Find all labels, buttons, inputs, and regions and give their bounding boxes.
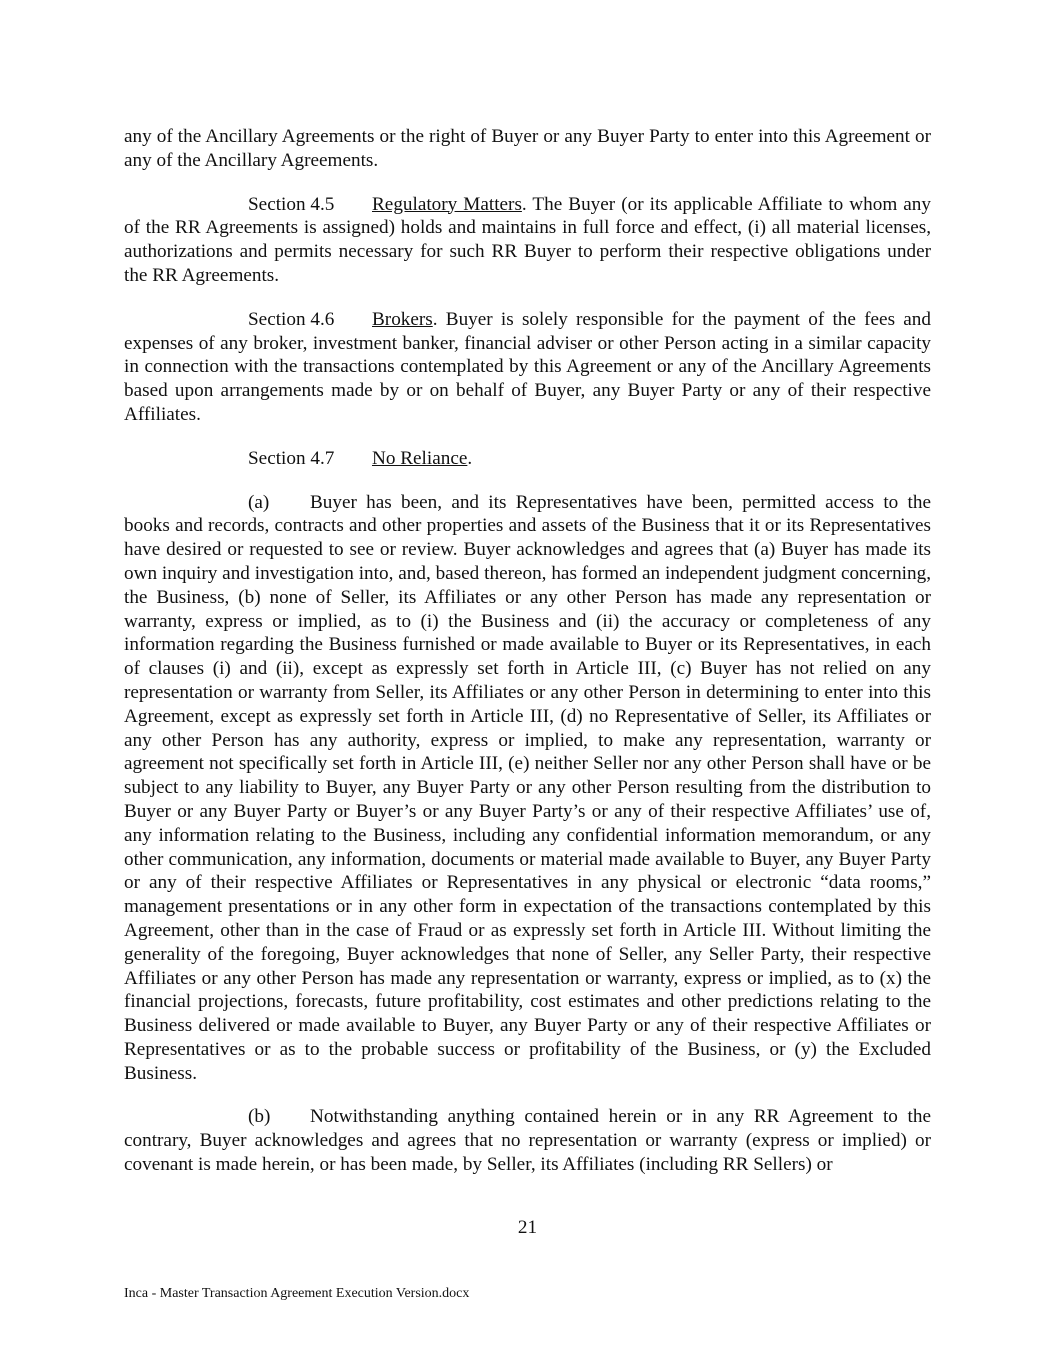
- section-4-6: [124, 308, 931, 427]
- section-body: . The Buyer (or its applicable Affiliate to whom any of the RR Agreements is assigned) holds and maintains in full force and effect, (i) all material licenses, authorizations and permits necessary for such RR Buyer to perform their respective obligations under the RR Agreements.: [124, 193, 931, 286]
- page-number: 21: [517, 1217, 538, 1238]
- clause-label: (b): [248, 1106, 271, 1128]
- clause-label: (a): [248, 491, 270, 513]
- clause-text: Buyer has been, and its Representatives have been, permitted access to the books and records, contracts and other properties and assets of the Business that it or its Representatives have desired or requested to see or review. Buyer acknowledges and agrees that (a) Buyer has made its own inquiry and investigation into, and, based thereon, has formed an independent judgment concerning, the Business, (b) none of Seller, its Affiliates or any other Person has made any representation or warranty, express or implied, as to (i) the Business and (ii) the accuracy or completeness of any information regarding the Business furnished or made available to Buyer or its Representatives, in each of clauses (i) and (ii), except as expressly set forth in Article III, (c) Buyer has not relied on any representation or warranty from Seller, its Affiliates or any other Person in determining to enter into this Agreement, except as expressly set forth in Article III, (d) no Representative of Seller, its Affiliates or any other Person has any authority, express or implied, to make any representation, warranty or agreement not specifically set forth in Article III, (e) neither Seller nor any other Person shall have or be subject to any liability to Buyer, any Buyer Party or any other Person resulting from the distribution to Buyer or any Buyer Party or Buyer’s or any Buyer Party’s or any of their respective Affiliates’ use of, any information relating to the Business, including any confidential information memorandum, or any other communication, any information, documents or material made available to Buyer, any Buyer Party or any of their respective Affiliates or Representatives in any physical or electronic “data rooms,” management presentations or in any other form in expectation of the transactions contemplated by this Agreement, other than in the case of Fraud or as expressly set forth in Article III. Without limiting the generality of the foregoing, Buyer acknowledges that none of Seller, any Seller Party, their respective Affiliates or any other Person has made any representation or warranty, express or implied, as to (x) the financial projections, forecasts, future profitability, cost estimates and other predictions relating to the Business delivered or made available to Buyer, any Buyer Party or any of their respective Affiliates or Representatives or as to the probable success or profitability of the Business, or (y) the Excluded Business.: [124, 491, 931, 1084]
- section-number: Section 4.7: [248, 447, 335, 469]
- section-title: Brokers: [372, 308, 433, 330]
- section-title: No Reliance: [372, 447, 468, 469]
- clause-b: [124, 1105, 931, 1176]
- section-body: . Buyer is solely responsible for the payment of the fees and expenses of any broker, investment banker, financial adviser or other Person acting in a similar capacity in connection with the transactions contemplated by this Agreement or any of the Ancillary Agreements based upon arrangements made by or on behalf of Buyer, any Buyer Party or any of their respective Affiliates.: [124, 308, 931, 425]
- section-4-5: [124, 193, 931, 288]
- continuation-paragraph: any of the Ancillary Agreements or the right of Buyer or any Buyer Party to enter into this Agreement or any of the Ancillary Agreements.: [124, 126, 931, 171]
- document-page: [124, 125, 931, 1177]
- section-title: Regulatory Matters: [372, 193, 522, 215]
- clause-text: Notwithstanding anything contained herein or in any RR Agreement to the contrary, Buyer acknowledges and agrees that no representation or warranty (express or implied) or covenant is made herein, or has been made, by Seller, its Affiliates (including RR Sellers) or: [124, 1106, 931, 1176]
- document-footer: Inca - Master Transaction Agreement Execution Version.docx: [124, 1286, 470, 1301]
- section-number: Section 4.5: [248, 193, 335, 215]
- section-number: Section 4.6: [248, 308, 335, 330]
- section-body: .: [467, 447, 473, 469]
- clause-a: [124, 491, 931, 1086]
- section-4-7: [124, 447, 931, 471]
